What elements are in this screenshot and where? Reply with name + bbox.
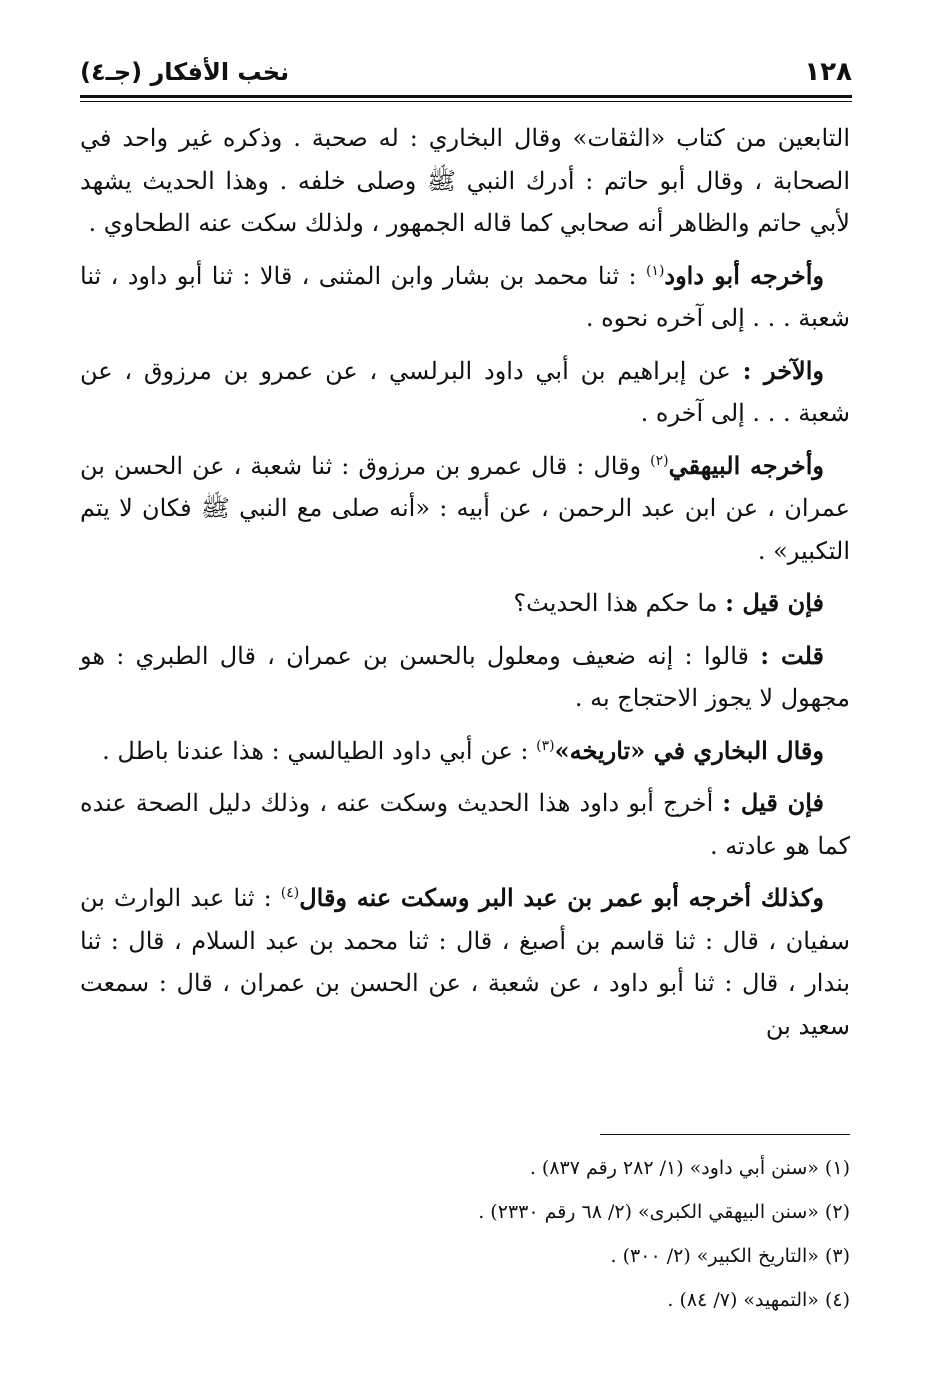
paragraph bbox=[80, 782, 850, 867]
bold-lead-text: فإن قيل : bbox=[725, 588, 824, 617]
running-title: نخب الأفكار (جـ٤) bbox=[80, 58, 290, 86]
footnote-ref: (٣) bbox=[536, 737, 555, 754]
paragraph bbox=[80, 445, 850, 573]
bold-lead-text: فإن قيل : bbox=[722, 788, 824, 817]
bold-lead-text: قلت : bbox=[760, 640, 824, 670]
paragraph bbox=[80, 730, 850, 773]
footnote: (٤) «التمهيد» (٧/ ٨٤) . bbox=[667, 1289, 850, 1311]
paragraph-text: : ثنا عبد الوارث بن سفيان ، قال : ثنا قاسم بن أصبغ ، قال : ثنا محمد بن عبد السلام ، قال : ثنا بندار ، قال : ثنا أبو داود ، عن شعبة ، عن الحسن بن عمران ، قال : سمعت سعيد بن bbox=[80, 884, 850, 1040]
paragraph-text: ما حكم هذا الحديث؟ bbox=[513, 589, 726, 617]
header-rule-thick bbox=[80, 95, 852, 98]
paragraph bbox=[80, 255, 850, 340]
paragraph-text: عن إبراهيم بن أبي داود البرلسي ، عن عمرو بن مرزوق ، عن شعبة . . . إلى آخره . bbox=[80, 356, 850, 427]
paragraph-text: : عن أبي داود الطيالسي : هذا عندنا باطل . bbox=[102, 736, 537, 765]
footnote-ref: (٢) bbox=[650, 452, 669, 469]
paragraph bbox=[80, 117, 850, 245]
footnotes bbox=[80, 1146, 850, 1322]
paragraph-text: قالوا : إنه ضعيف ومعلول بالحسن بن عمران ، قال الطبري : هو مجهول لا يجوز الاحتجاج به . bbox=[80, 641, 850, 712]
paragraph bbox=[80, 635, 850, 720]
bold-lead-text: وأخرجه البيهقي bbox=[668, 450, 824, 480]
page-number: ١٢٨ bbox=[804, 57, 852, 87]
footnote: (٢) «سنن البيهقي الكبرى» (٢/ ٦٨ رقم ٢٣٣٠) . bbox=[478, 1201, 850, 1223]
footnote: (١) «سنن أبي داود» (١/ ٢٨٢ رقم ٨٣٧) . bbox=[529, 1157, 850, 1179]
footnote-ref: (٤) bbox=[280, 885, 300, 901]
header-rule-thin bbox=[80, 101, 852, 102]
paragraph-text: : ثنا محمد بن بشار وابن المثنى ، قالا : ثنا أبو داود ، ثنا شعبة . . . إلى آخره نحوه . bbox=[80, 261, 850, 332]
paragraph-text: وقال : قال عمرو بن مرزوق : ثنا شعبة ، عن الحسن بن عمران ، عن ابن عبد الرحمن ، عن أبيه : «أنه صلى مع النبي ﷺ فكان لا يتم التكبير» . bbox=[80, 451, 850, 565]
paragraph bbox=[80, 582, 850, 625]
bold-lead-text: وكذلك أخرجه أبو عمر بن عبد البر وسكت عنه وقال bbox=[299, 883, 824, 912]
bold-lead-text: وأخرجه أبو داود bbox=[664, 260, 824, 290]
paragraph-text: أخرج أبو داود هذا الحديث وسكت عنه ، وذلك دليل الصحة عنده كما هو عادته . bbox=[80, 789, 850, 860]
paragraph bbox=[80, 877, 850, 1047]
main-text bbox=[80, 117, 850, 1057]
paragraph-text: التابعين من كتاب «الثقات» وقال البخاري : له صحبة . وذكره غير واحد في الصحابة ، وقال أبو حاتم : أدرك النبي ﷺ وصلى خلفه . وهذا الحديث يشهد لأبي حاتم والظاهر أنه صحابي كما قاله الجمهور ، ولذلك سكت عنه الطحاوي . bbox=[80, 124, 850, 237]
bold-lead-text: والآخر : bbox=[742, 355, 824, 385]
footnote-ref: (١) bbox=[645, 262, 665, 279]
footnote-separator bbox=[600, 1134, 850, 1135]
paragraph bbox=[80, 350, 850, 435]
bold-lead-text: وقال البخاري في «تاريخه» bbox=[554, 735, 824, 765]
footnote: (٣) «التاريخ الكبير» (٢/ ٣٠٠) . bbox=[610, 1245, 850, 1267]
page-header bbox=[80, 52, 852, 92]
